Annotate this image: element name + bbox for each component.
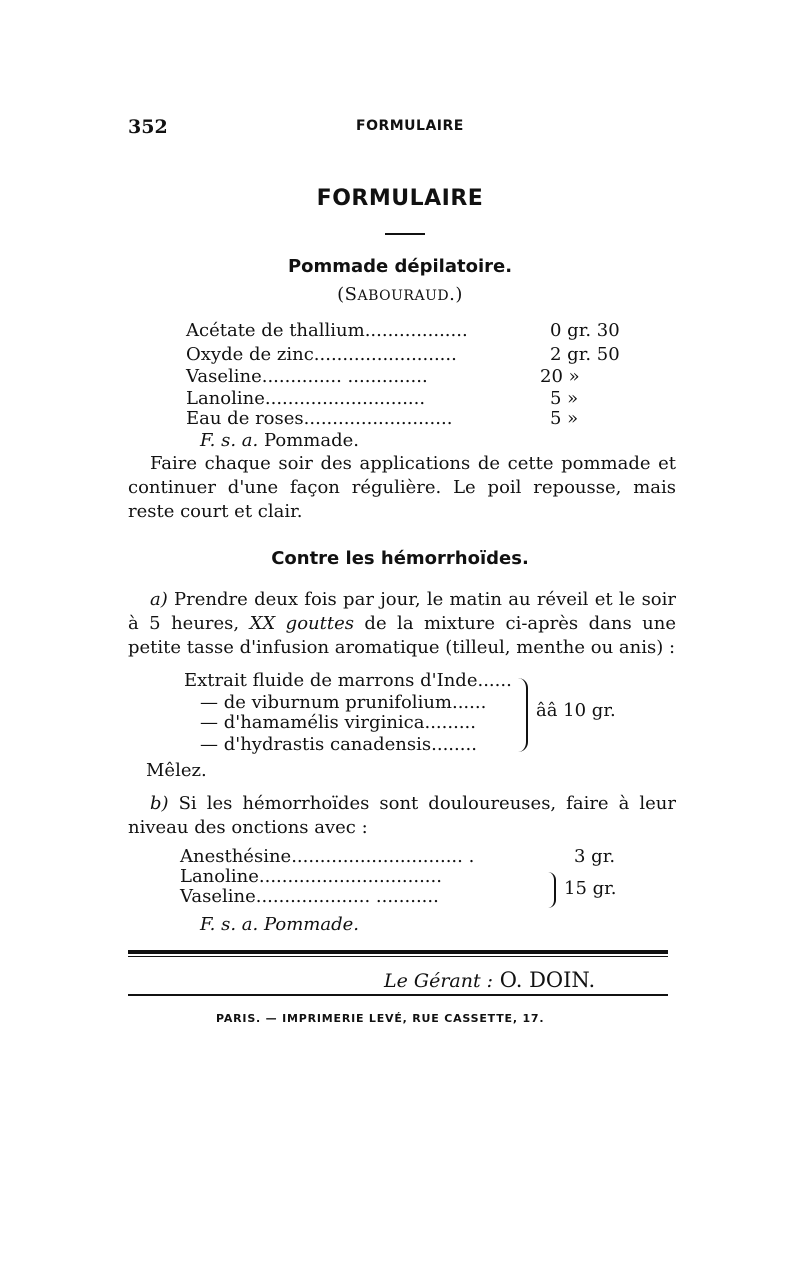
main-title: FORMULAIRE — [316, 186, 484, 211]
fsa-text: Pommade. — [258, 430, 359, 451]
closing-rule-thick — [128, 950, 668, 954]
ointment-row — [180, 846, 474, 867]
ointment-name: Vaseline — [180, 886, 256, 907]
dot-leader: .............. .............. — [261, 366, 428, 387]
instructions-text: Faire chaque soir des applications de cette pommade et continuer d'une façon régulière. Le poil repousse, mais reste court et clair. — [128, 453, 676, 522]
ingredient-row — [186, 388, 425, 409]
section-title-hemorrhoides: Contre les hémorrhoïdes. — [271, 548, 529, 569]
extract-name: — de viburnum prunifolium — [200, 692, 452, 713]
extract-name: — d'hydrastis canadensis — [200, 734, 432, 755]
ingredient-name: Vaseline — [186, 366, 262, 387]
ingredient-name: Eau de roses — [186, 408, 304, 429]
printer-footer: PARIS. — IMPRIMERIE LEVÉ, RUE CASSETTE, 17. — [216, 1012, 545, 1025]
ointment-qty: 3 gr. — [574, 846, 616, 867]
author-close: .) — [449, 284, 463, 305]
dot-leader: .................. — [364, 320, 468, 341]
label-a: a) — [150, 589, 168, 610]
author-rest: ABOURAUD — [357, 288, 450, 304]
closing-rule-thin — [128, 956, 668, 957]
page-number: 352 — [128, 116, 168, 138]
extract-name: Extrait fluide de marrons d'Inde — [184, 670, 478, 691]
dot-leader: .............................. . — [291, 846, 475, 867]
label-b: b) — [150, 793, 169, 814]
fsa-line — [200, 430, 359, 451]
extracts-qty: ââ 10 gr. — [536, 700, 616, 721]
ingredient-qty: 0 gr. 30 — [550, 320, 620, 341]
ingredient-qty: 5 » — [550, 388, 579, 409]
ointment-row — [180, 866, 442, 887]
section-title-depilatoire: Pommade dépilatoire. — [287, 256, 513, 277]
author-open: ( — [337, 284, 345, 305]
author-initial: S — [344, 284, 358, 305]
ingredient-qty: 5 » — [550, 408, 579, 429]
melez: Mêlez. — [146, 760, 207, 781]
ingredient-name: Oxyde de zinc — [186, 344, 314, 365]
footer-rule — [128, 994, 668, 996]
signature — [384, 968, 595, 992]
dot-leader: ......................... — [313, 344, 457, 365]
dot-leader: ........ — [431, 734, 477, 755]
ingredient-row — [186, 366, 428, 387]
ingredient-qty: 20 » — [540, 366, 580, 387]
dot-leader: .......................... — [303, 408, 453, 429]
paragraph-b — [128, 792, 676, 840]
ingredient-row — [186, 344, 457, 365]
running-title: FORMULAIRE — [356, 118, 464, 134]
signature-label: Le Gérant : — [384, 970, 494, 992]
extract-row — [184, 670, 512, 691]
paragraph-a-text: Prendre deux fois par jour, le matin au réveil et le soir à 5 heures, — [128, 589, 676, 634]
dot-leader: ...... — [477, 670, 512, 691]
ointment-name: Anesthésine — [180, 846, 292, 867]
paragraph-a — [128, 588, 676, 660]
paragraph-b-text: Si les hémorrhoïdes sont douloureuses, faire à leur niveau des onctions avec : — [128, 793, 676, 838]
extract-row — [200, 692, 486, 713]
dot-leader: ......... — [424, 712, 476, 733]
dot-leader: ................................ — [258, 866, 442, 887]
title-rule — [385, 233, 425, 235]
paragraph-a-italic: XX gouttes — [249, 613, 354, 634]
extract-row — [200, 734, 477, 755]
dot-leader: ............................ — [264, 388, 426, 409]
ointment-row — [180, 886, 439, 907]
instructions-paragraph — [128, 452, 676, 524]
extract-row — [200, 712, 476, 733]
author-credit — [0, 284, 800, 305]
fsa-abbr: F. s. a. — [200, 430, 259, 451]
dot-leader: .................... ........... — [255, 886, 439, 907]
ointment-name: Lanoline — [180, 866, 259, 887]
ingredient-row — [186, 320, 468, 341]
ingredient-qty: 2 gr. 50 — [550, 344, 620, 365]
dot-leader: ...... — [451, 692, 487, 713]
ingredient-name: Lanoline — [186, 388, 265, 409]
ingredient-row — [186, 408, 452, 429]
paragraph-a-text-end: de la mixture ci-après dans une petite tasse d'infusion aromatique (tilleul, menthe ou anis) : — [128, 613, 676, 658]
ingredient-name: Acétate de thallium — [186, 320, 365, 341]
fsa-pommade: F. s. a. Pommade. — [200, 914, 359, 935]
extract-name: — d'hamamélis virginica — [200, 712, 425, 733]
signature-name: O. DOIN. — [499, 968, 596, 992]
brace-ointment — [548, 872, 556, 908]
brace-extracts — [518, 678, 528, 752]
ointment-shared-qty: 15 gr. — [564, 878, 617, 899]
